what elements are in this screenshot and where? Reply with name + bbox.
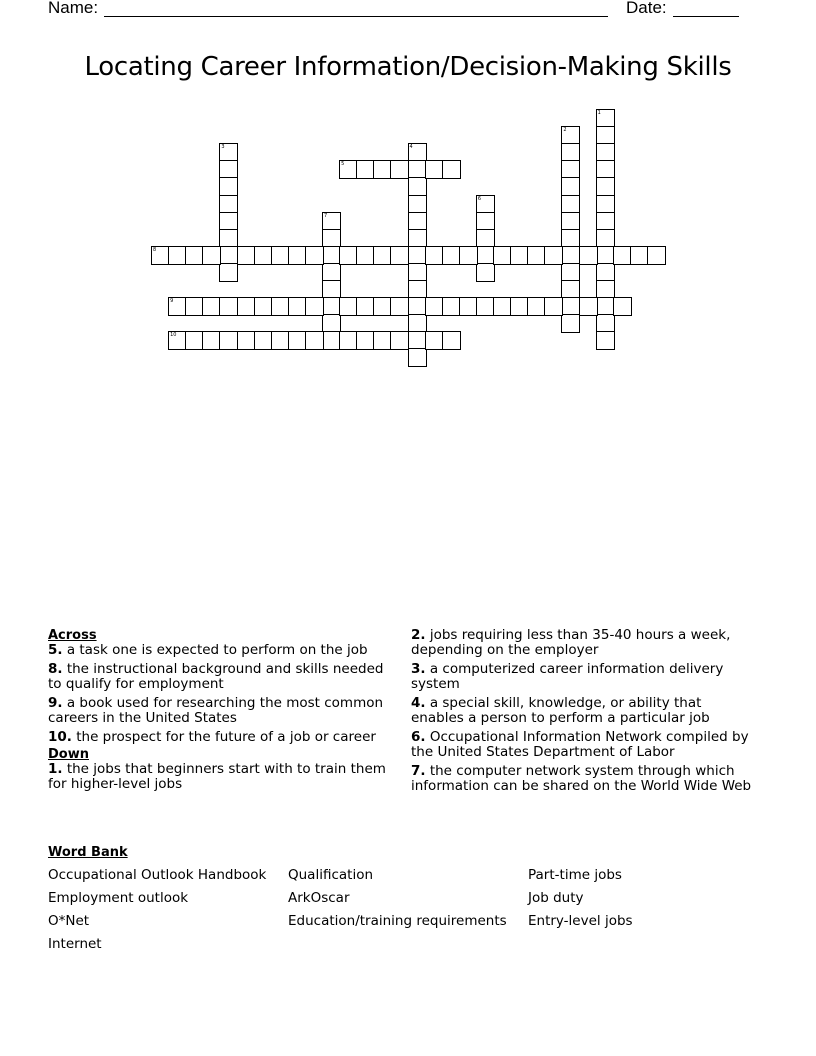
crossword-cell[interactable] <box>579 297 598 316</box>
word-bank-item: Education/training requirements <box>288 913 507 929</box>
clue-text: a task one is expected to perform on the job <box>66 642 368 658</box>
clue-text: a computerized career information delivery system <box>411 661 724 692</box>
crossword-cell[interactable] <box>390 331 409 350</box>
down-clue <box>411 628 756 658</box>
crossword-cell[interactable] <box>202 246 221 265</box>
clue-text: jobs requiring less than 35-40 hours a week, depending on the employer <box>411 627 731 658</box>
crossword-cell[interactable] <box>579 246 598 265</box>
clue-text: a special skill, knowledge, or ability that enables a person to perform a particular job <box>411 695 710 726</box>
cell-number: 8 <box>153 246 157 253</box>
word-bank-item: Occupational Outlook Handbook <box>48 867 267 883</box>
crossword-cell[interactable] <box>613 297 632 316</box>
crossword-cell[interactable] <box>219 263 238 282</box>
crossword-cell[interactable] <box>305 246 324 265</box>
word-bank-list <box>48 867 768 953</box>
clues-right-column <box>411 628 756 798</box>
crossword-grid <box>0 0 816 380</box>
crossword-cell[interactable] <box>305 331 324 350</box>
crossword-cell[interactable] <box>647 246 666 265</box>
down-clue <box>48 762 398 792</box>
page-title: Locating Career Information/Decision-Making Skills <box>84 52 732 82</box>
cell-number: 9 <box>170 298 174 305</box>
clue-number: 3. <box>411 661 426 677</box>
crossword-cell[interactable] <box>544 246 563 265</box>
clue-text: the prospect for the future of a job or career <box>76 729 376 745</box>
clue-number: 10. <box>48 729 72 745</box>
cell-number: 10 <box>170 332 177 339</box>
clue-text: the jobs that beginners start with to train them for higher-level jobs <box>48 761 386 792</box>
down-clue <box>411 662 756 692</box>
cell-number: 5 <box>341 161 345 168</box>
crossword-cell[interactable] <box>390 246 409 265</box>
across-clue <box>48 662 398 692</box>
clue-number: 5. <box>48 642 63 658</box>
word-bank-item: ArkOscar <box>288 890 350 906</box>
crossword-cell[interactable] <box>390 297 409 316</box>
clue-number: 2. <box>411 627 426 643</box>
cell-number: 1 <box>597 110 601 116</box>
clue-number: 4. <box>411 695 426 711</box>
clue-number: 6. <box>411 729 426 745</box>
crossword-cell[interactable] <box>305 297 324 316</box>
crossword-cell[interactable] <box>442 160 461 179</box>
cell-number: 4 <box>409 144 413 151</box>
clue-text: a book used for researching the most common careers in the United States <box>48 695 384 726</box>
crossword-cell[interactable] <box>596 331 615 350</box>
name-label: Name: <box>48 0 99 17</box>
clue-text: the instructional background and skills needed to qualify for employment <box>48 661 384 692</box>
cell-number: 3 <box>221 144 225 151</box>
across-heading: Across <box>48 628 97 643</box>
cell-number: 6 <box>477 195 482 202</box>
crossword-cell[interactable] <box>390 160 409 179</box>
across-clue <box>48 643 398 658</box>
cell-number: 7 <box>324 212 328 219</box>
crossword-cell[interactable] <box>408 348 427 367</box>
word-bank-item: Internet <box>48 936 102 952</box>
word-bank-item: Part-time jobs <box>528 867 622 883</box>
clue-number: 8. <box>48 661 63 677</box>
clue-text: the computer network system through which information can be shared on the World Wide Web <box>411 763 752 794</box>
clue-text: Occupational Information Network compiled by the United States Department of Labor <box>411 729 749 760</box>
down-clue <box>411 696 756 726</box>
word-bank-item: O*Net <box>48 913 90 929</box>
date-label: Date: <box>626 0 667 17</box>
clues-left-column <box>48 628 398 796</box>
crossword-cell[interactable] <box>442 331 461 350</box>
cell-number: 2 <box>563 127 567 134</box>
word-bank-item: Qualification <box>288 867 374 883</box>
word-bank-item: Entry-level jobs <box>528 913 633 929</box>
crossword-cell[interactable] <box>561 314 580 333</box>
down-clue <box>411 730 756 760</box>
word-bank-item: Job duty <box>528 890 584 906</box>
down-clue <box>411 764 756 794</box>
down-heading: Down <box>48 747 89 762</box>
clue-number: 7. <box>411 763 426 779</box>
crossword-cell[interactable] <box>476 263 495 282</box>
across-clue <box>48 730 398 745</box>
crossword-cell[interactable] <box>544 297 563 316</box>
word-bank-item: Employment outlook <box>48 890 189 906</box>
word-bank-heading: Word Bank <box>48 845 128 860</box>
crossword-cell[interactable] <box>459 246 478 265</box>
word-bank <box>48 845 768 953</box>
across-clue <box>48 696 398 726</box>
clue-number: 1. <box>48 761 63 777</box>
clue-number: 9. <box>48 695 63 711</box>
